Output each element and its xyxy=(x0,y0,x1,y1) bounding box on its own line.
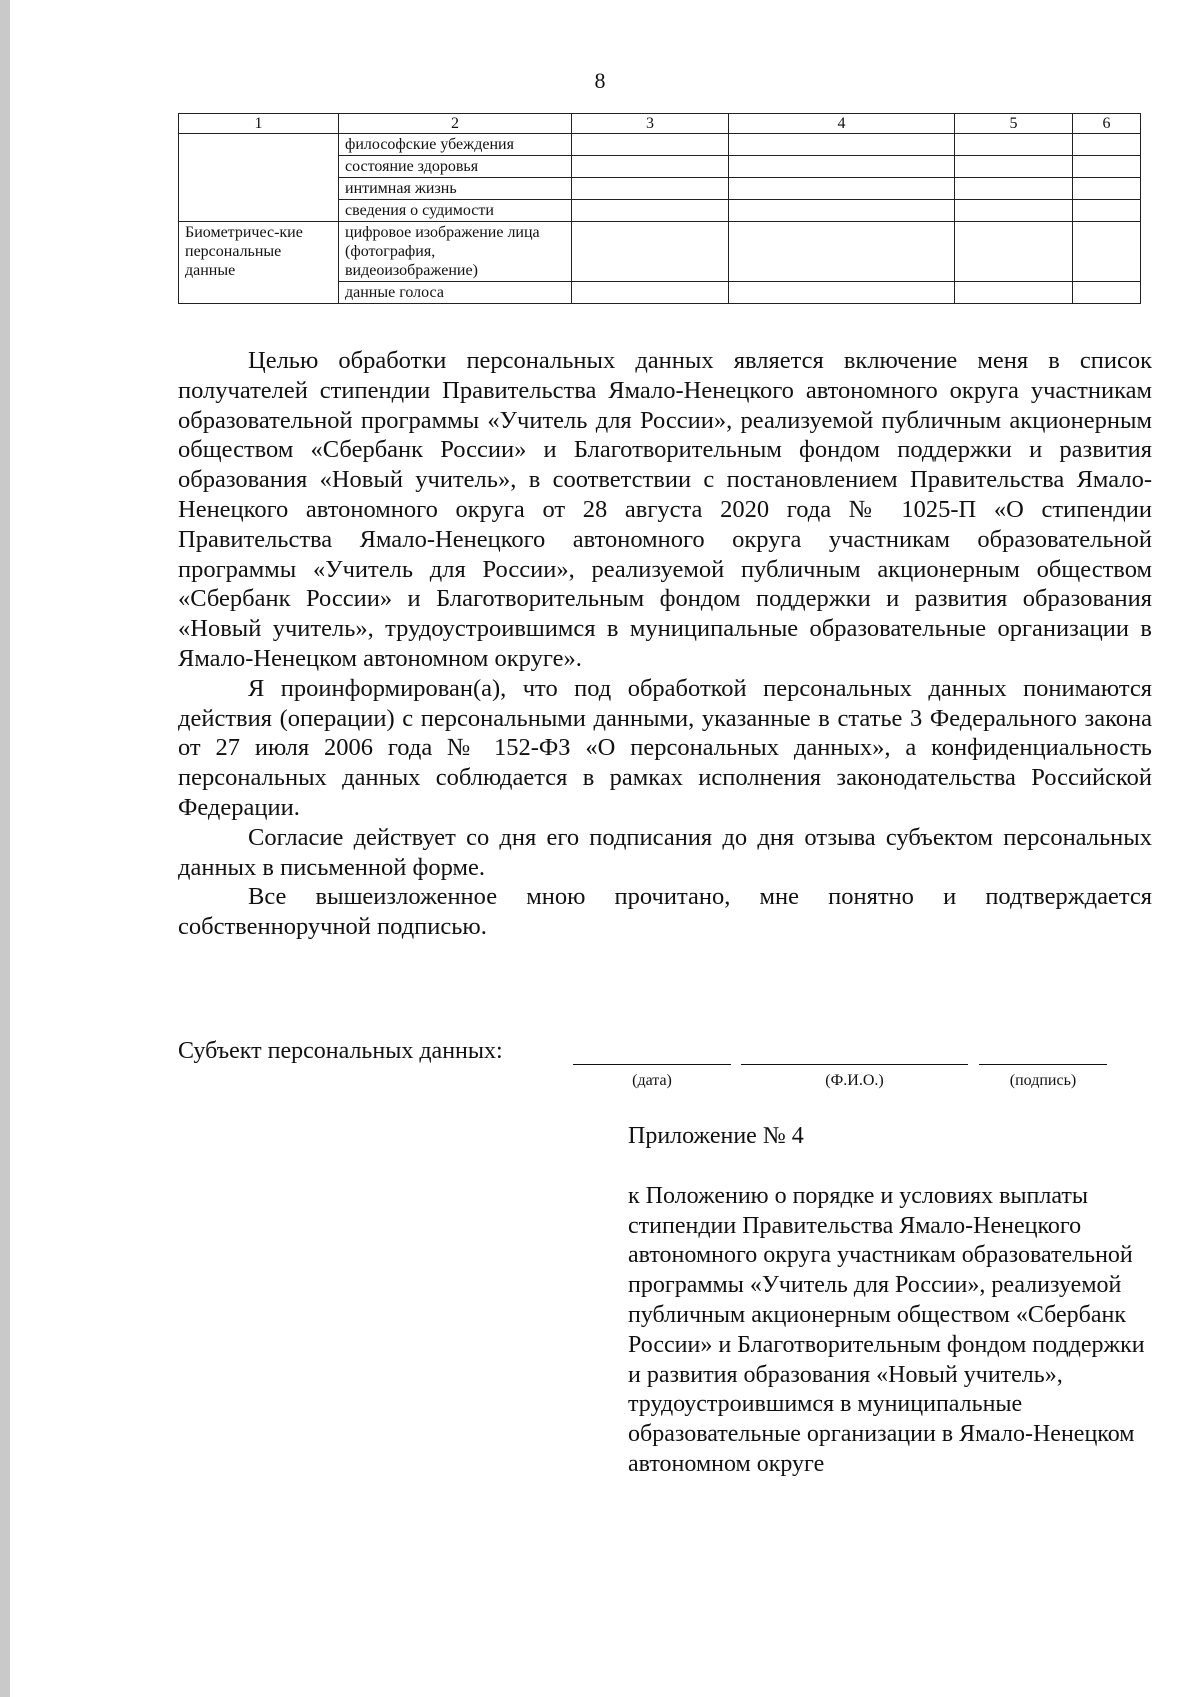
table-cell-data-type: данные голоса xyxy=(339,282,572,304)
table-cell-category: Биометричес-кие персональные данные xyxy=(179,222,339,304)
table-cell xyxy=(1073,134,1141,156)
scan-left-edge xyxy=(0,0,10,1697)
table-cell-data-type: интимная жизнь xyxy=(339,178,572,200)
table-cell xyxy=(955,134,1073,156)
signature-caption: (подпись) xyxy=(1009,1072,1077,1089)
informed-paragraph: Я проинформирован(а), что под обработкой персональных данных понимаются действия (операции) с персональными данными, указанные в статье 3 Федерального закона от 27 июля 2006 года № 152-ФЗ «О персональных данных», а конфиденциальность персональных данных соблюдается в рамках исполнения законодательства Российской Федерации. xyxy=(178,674,1152,821)
personal-data-table xyxy=(178,113,1141,304)
table-cell xyxy=(955,178,1073,200)
table-cell xyxy=(572,200,729,222)
table-header-cell: 4 xyxy=(729,114,955,134)
validity-paragraph: Согласие действует со дня его подписания до дня отзыва субъектом персональных данных в письменной форме. xyxy=(178,823,1152,881)
date-caption: (дата) xyxy=(632,1072,672,1089)
table-cell xyxy=(729,134,955,156)
table-cell xyxy=(729,156,955,178)
table-row xyxy=(179,134,1141,156)
table-cell xyxy=(1073,200,1141,222)
table-cell xyxy=(1073,222,1141,282)
table-cell xyxy=(572,222,729,282)
table-cell xyxy=(1073,282,1141,304)
table-cell xyxy=(955,282,1073,304)
table-cell xyxy=(955,200,1073,222)
page-number: 8 xyxy=(594,68,606,93)
appendix-block xyxy=(628,1122,1148,1480)
table-cell xyxy=(572,134,729,156)
table-cell-data-type: философские убеждения xyxy=(339,134,572,156)
consent-body xyxy=(178,346,1152,942)
table-header-row xyxy=(179,114,1141,134)
table-header-cell: 2 xyxy=(339,114,572,134)
table-cell xyxy=(729,282,955,304)
table-cell-data-type: сведения о судимости xyxy=(339,200,572,222)
table-row xyxy=(179,222,1141,282)
table-cell xyxy=(572,178,729,200)
appendix-text: к Положению о порядке и условиях выплаты стипендии Правительства Ямало-Ненецкого автономного округа участникам образовательной программы «Учитель для России», реализуемой публичным акционерным обществом «Сбербанк России» и Благотворительным фондом поддержки и развития образования «Новый учитель», трудоустроившимся в муниципальные образовательные организации в Ямало-Ненецком автономном округе xyxy=(628,1182,1145,1477)
table-cell xyxy=(955,222,1073,282)
table-header-cell: 3 xyxy=(572,114,729,134)
table-cell-category xyxy=(179,134,339,222)
table-cell-data-type: состояние здоровья xyxy=(339,156,572,178)
signature-label: Субъект персональных данных: xyxy=(178,1038,503,1064)
table-cell xyxy=(955,156,1073,178)
table-header-cell: 6 xyxy=(1073,114,1141,134)
table-cell xyxy=(572,282,729,304)
table-cell xyxy=(729,178,955,200)
signature-block xyxy=(178,1038,1100,1088)
table-header-cell: 5 xyxy=(955,114,1073,134)
appendix-title: Приложение № 4 xyxy=(628,1123,804,1149)
table-cell xyxy=(1073,178,1141,200)
fio-caption: (Ф.И.О.) xyxy=(825,1072,884,1089)
table-cell-data-type: цифровое изображение лица (фотография, видеоизображение) xyxy=(339,222,572,282)
purpose-paragraph: Целью обработки персональных данных является включение меня в список получателей стипендии Правительства Ямало-Ненецкого автономного округа участникам образовательной программы «Учитель для России», реализуемой публичным акционерным обществом «Сбербанк России» и Благотворительным фондом поддержки и развития образования «Новый учитель», в соответствии с постановлением Правительства Ямало-Ненецкого автономного округа от 28 августа 2020 года № 1025-П «О стипендии Правительства Ямало-Ненецкого автономного округа участникам образовательной программы «Учитель для России», реализуемой публичным акционерным обществом «Сбербанк России» и Благотворительным фондом поддержки и развития образования «Новый учитель», трудоустроившимся в муниципальные образовательные организации в Ямало-Ненецком автономном округе». xyxy=(178,347,1152,672)
fio-line xyxy=(741,1064,968,1065)
table-cell xyxy=(1073,156,1141,178)
confirmation-paragraph: Все вышеизложенное мною прочитано, мне понятно и подтверждается собственноручной подписью. xyxy=(178,883,1152,941)
date-line xyxy=(573,1064,731,1065)
table-cell xyxy=(729,222,955,282)
table-header-cell: 1 xyxy=(179,114,339,134)
table-cell xyxy=(572,156,729,178)
table-cell xyxy=(729,200,955,222)
signature-line xyxy=(979,1064,1107,1065)
